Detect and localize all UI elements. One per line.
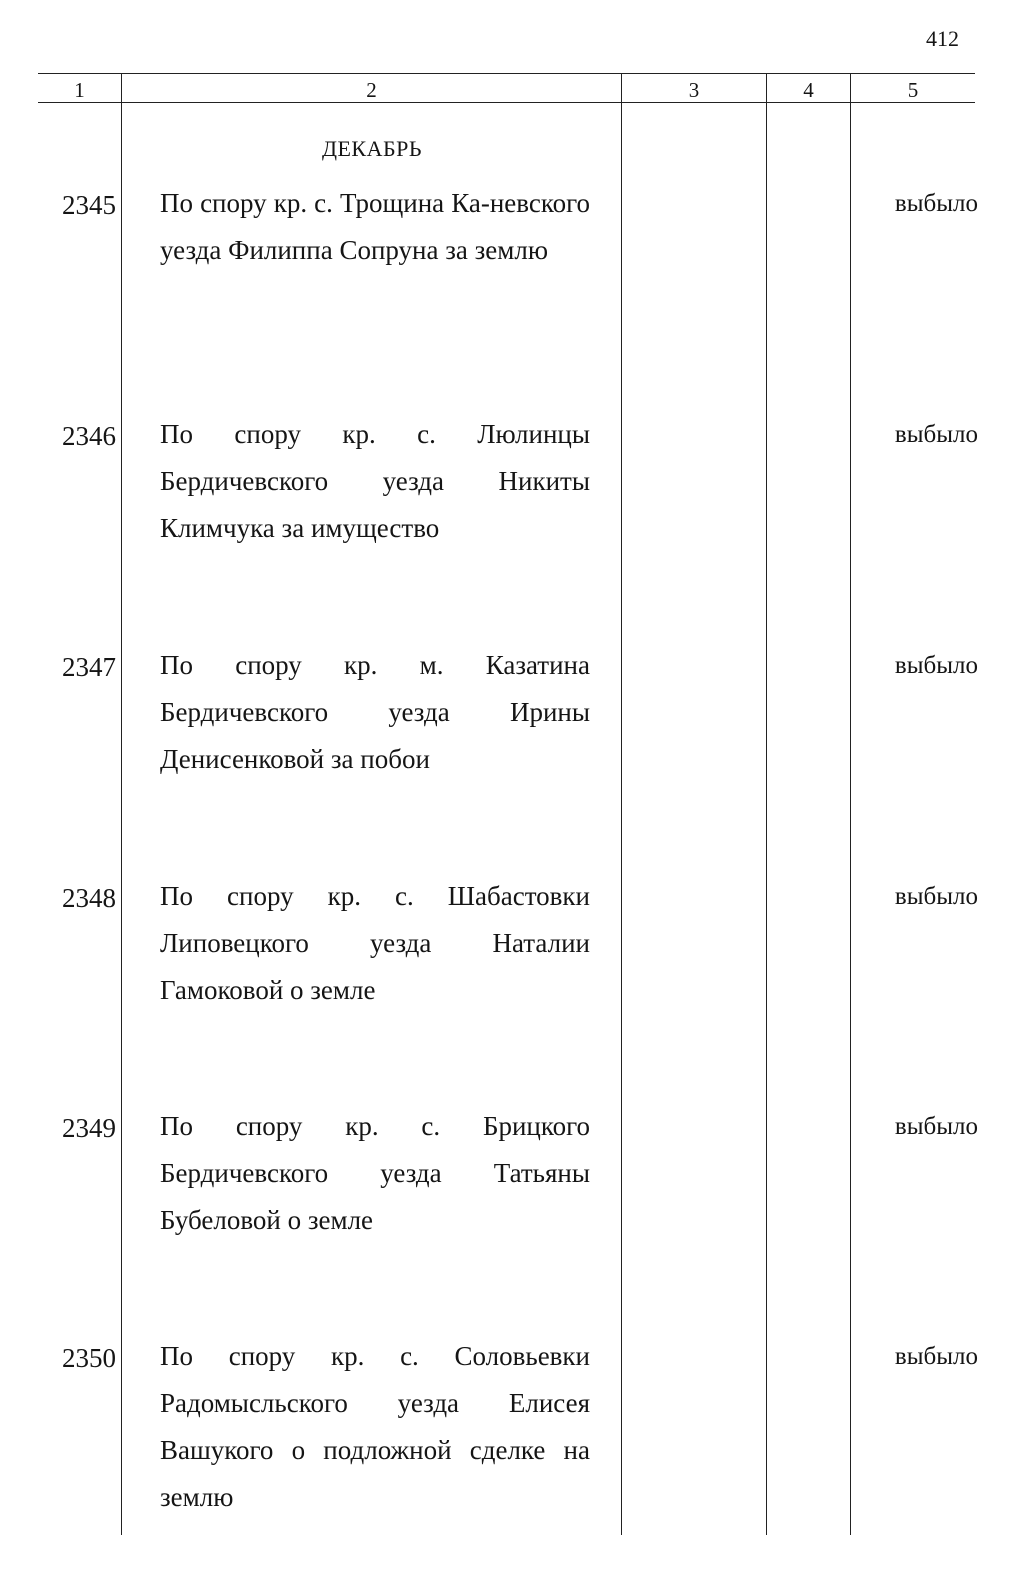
section-title: ДЕКАБРЬ	[321, 136, 422, 161]
column-divider-2	[621, 73, 622, 1535]
row-status: выбыло	[894, 190, 978, 217]
column-divider-3	[766, 73, 767, 1535]
row-description: По спору кр. с. Шабастовки Липовецкого уезда Наталии Гамоковой о земле	[160, 881, 590, 1005]
row-description: По спору кр. с. Люлинцы Бердичевского уезда Никиты Климчука за имущество	[160, 419, 590, 543]
row-number: 2345	[62, 190, 116, 220]
row-status: выбыло	[894, 421, 978, 448]
column-header-1: 1	[74, 78, 85, 102]
row-status: выбыло	[894, 883, 978, 910]
column-header-2: 2	[366, 78, 377, 102]
page-number: 412	[926, 26, 959, 51]
row-description: По спору кр. с. Брицкого Бердичевского уезда Татьяны Бубеловой о земле	[160, 1111, 590, 1235]
column-divider-4	[850, 73, 851, 1535]
row-number: 2349	[62, 1113, 116, 1143]
row-description: По спору кр. м. Казатина Бердичевского уезда Ирины Денисенковой за побои	[160, 650, 590, 774]
row-number: 2350	[62, 1343, 116, 1373]
table-top-rule	[38, 73, 975, 74]
row-description: По спору кр. с. Трощина Ка-невского уезда Филиппа Сопруна за землю	[160, 188, 590, 265]
row-number: 2346	[62, 421, 116, 451]
row-status: выбыло	[894, 1113, 978, 1140]
row-number: 2347	[62, 652, 116, 682]
row-status: выбыло	[894, 652, 978, 679]
row-number: 2348	[62, 883, 116, 913]
column-header-3: 3	[688, 78, 700, 102]
column-divider-1	[121, 73, 122, 1535]
row-status: выбыло	[894, 1343, 978, 1370]
row-description: По спору кр. с. Соловьевки Радомысльского уезда Елисея Вашукого о подложной сделке на землю	[160, 1341, 590, 1512]
column-header-5: 5	[907, 78, 919, 102]
column-header-4: 4	[803, 78, 814, 102]
